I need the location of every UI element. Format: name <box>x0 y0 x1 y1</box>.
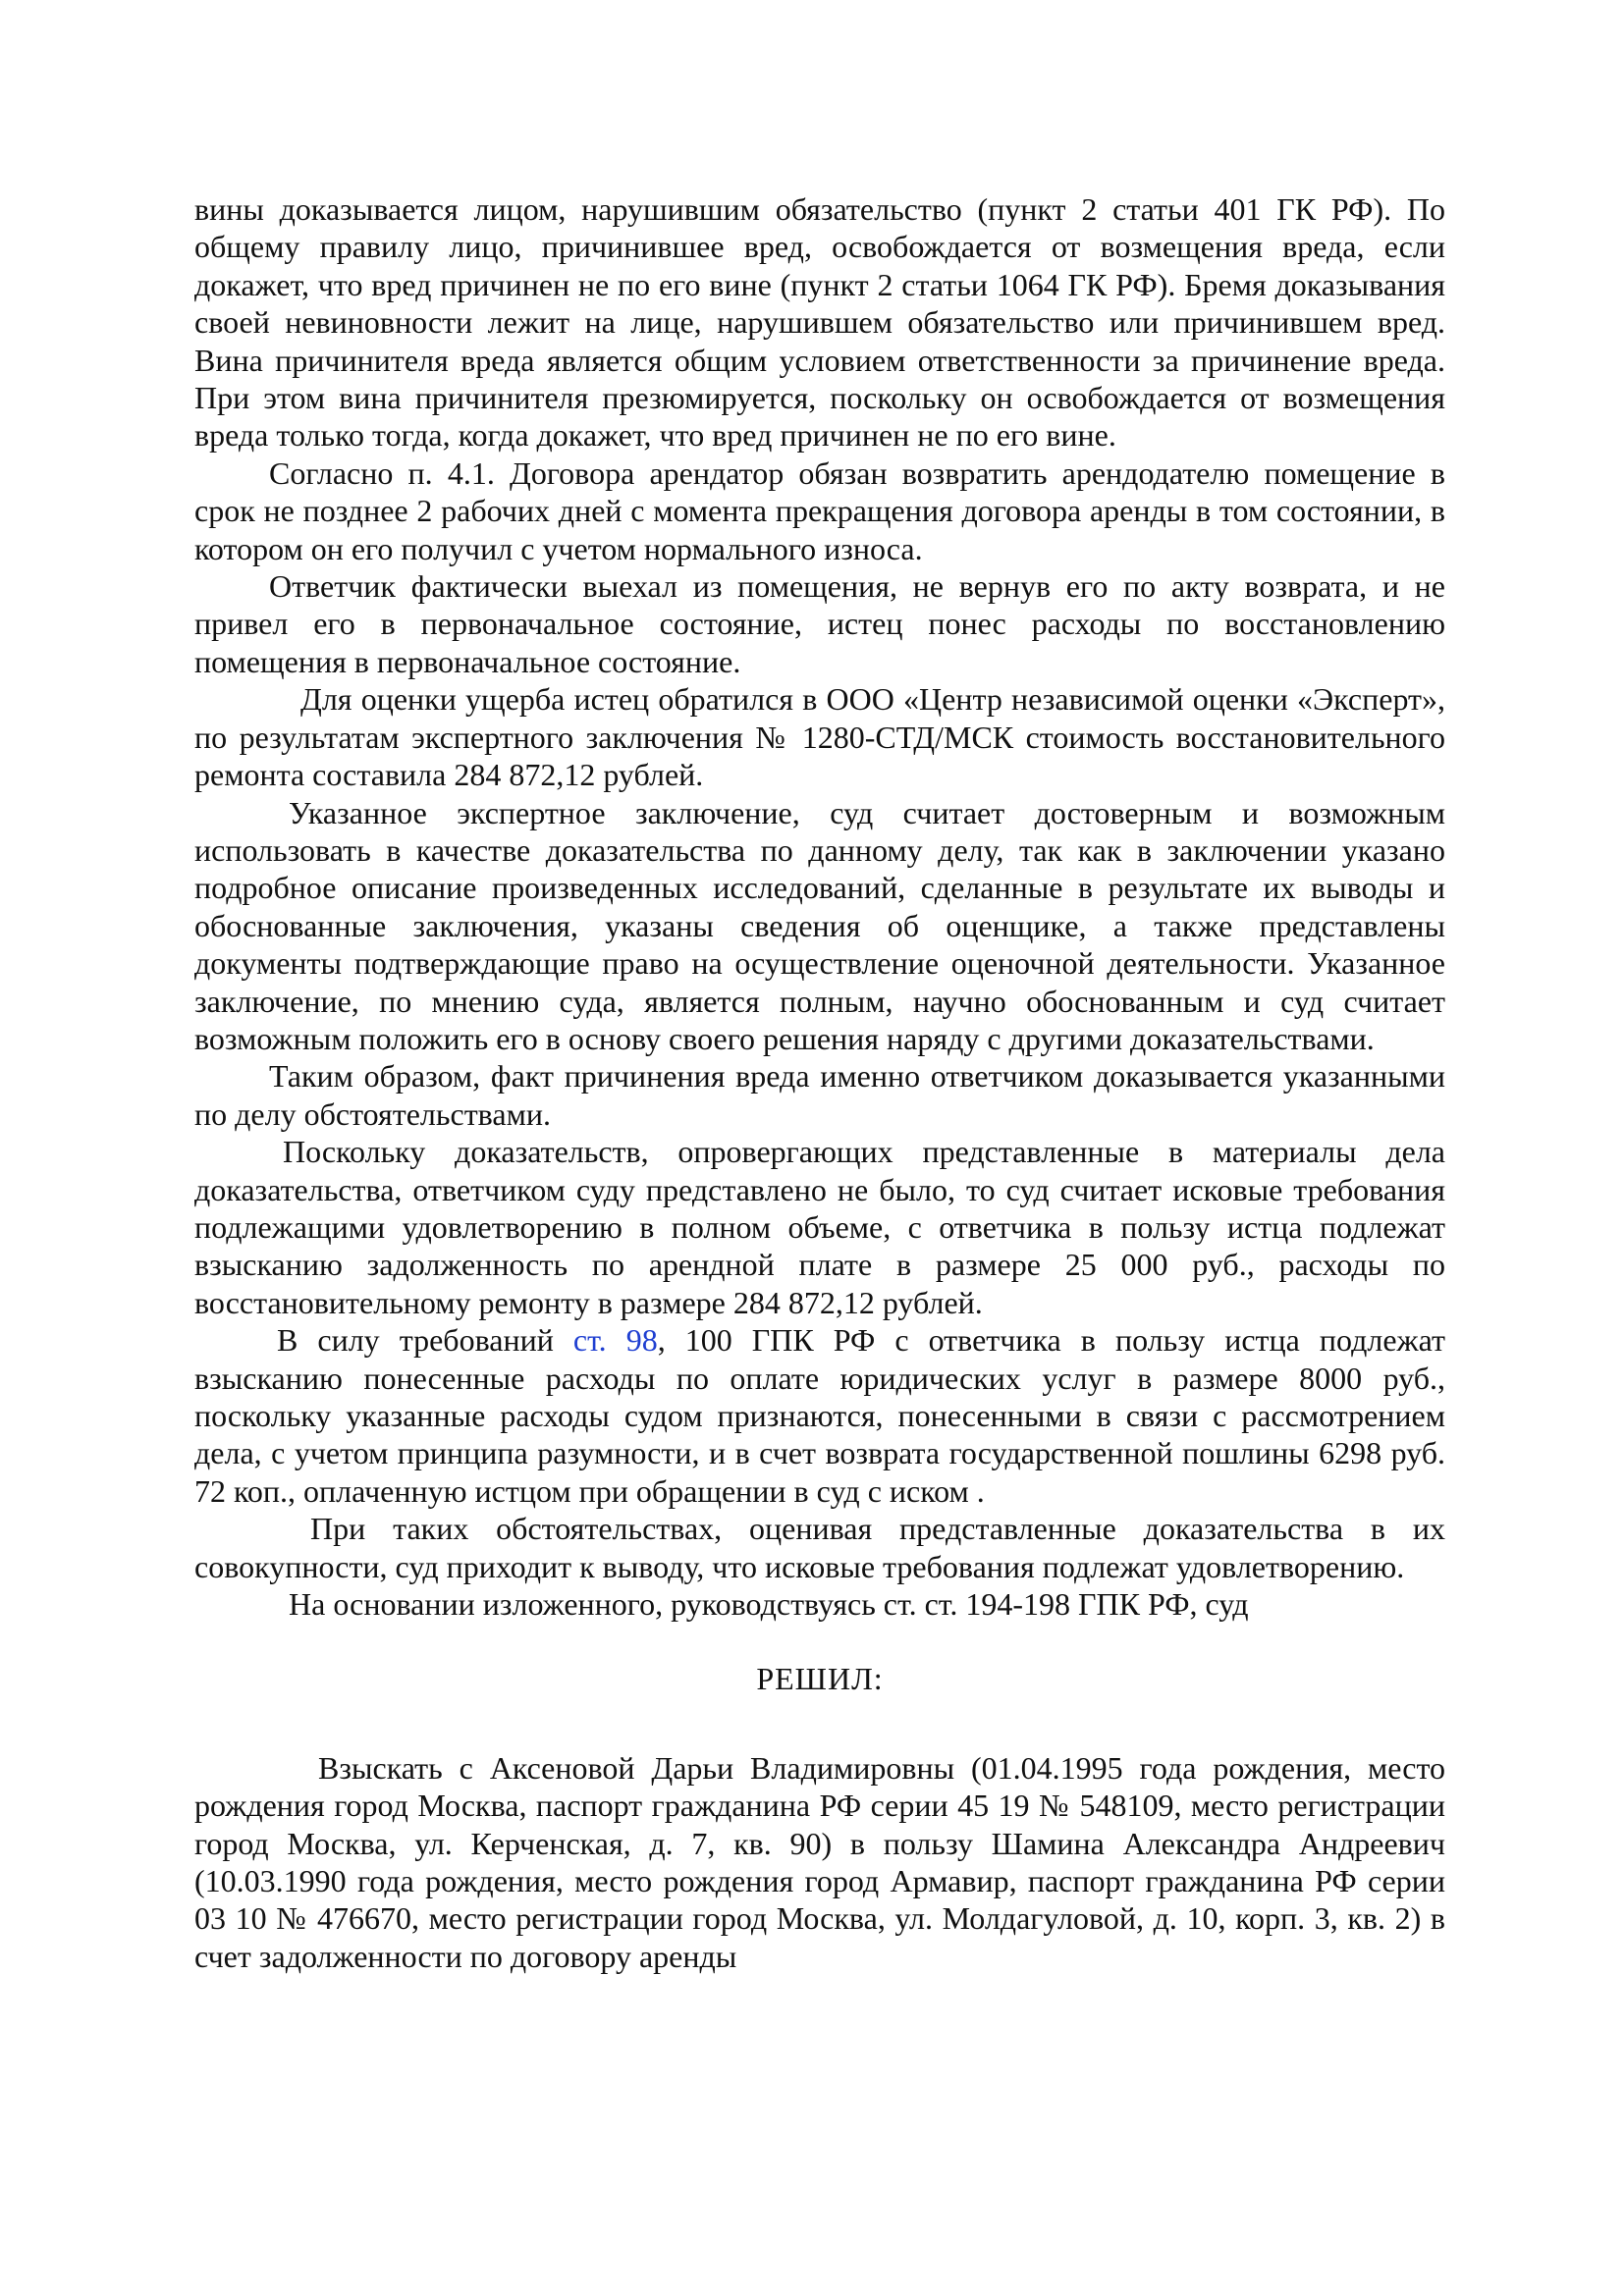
legal-costs-text-after: , 100 ГПК РФ с ответчика в пользу истца подлежат взысканию понесенные расходы по оплате юридических услуг в размере 8000 руб., поскольку указанные расходы судом признаются, понесенными в связи с рассмотрением дела, с учетом принципа разумности, и в счет возврата государственной пошлины 6298 руб. 72 коп., оплаченную истцом при обращении в суд с иском . <box>194 1322 1446 1509</box>
decision-heading: РЕШИЛ: <box>756 1661 884 1697</box>
paragraph-recover-from-defendant: Взыскать с Аксеновой Дарьи Владимировны (01.04.1995 года рождения, место рождения город Москва, паспорт гражданина РФ серии 45 19 № 548109, место регистрации город Москва, ул. Керченская, д. 7, кв. 90) в пользу Шамина Александра Андреевич (10.03.1990 года рождения, место рождения город Армавир, паспорт гражданина РФ серии 03 10 № 476670, место регистрации город Москва, ул. Молдагуловой, д. 10, корп. 3, кв. 2) в счет задолженности по договору аренды <box>194 1749 1445 1974</box>
article-98-link[interactable]: ст. 98 <box>572 1322 658 1359</box>
paragraph-damage-assessment: Для оценки ущерба истец обратился в ООО «Центр независимой оценки «Эксперт», по результатам экспертного заключения № 1280-СТД/МСК стоимость восстановительного ремонта составила 284 872,12 рублей. <box>194 681 1445 793</box>
paragraph-legal-basis: На основании изложенного, руководствуясь ст. ст. 194-198 ГПК РФ, суд <box>289 1586 1249 1623</box>
paragraph-burden-of-proof: вины доказывается лицом, нарушившим обязательство (пункт 2 статьи 401 ГК РФ). По общему правилу лицо, причинившее вред, освобождается от возмещения вреда, если докажет, что вред причинен не по его вине (пункт 2 статьи 1064 ГК РФ). Бремя доказывания своей невиновности лежит на лице, нарушившем обязательство или причинившем вред. Вина причинителя вреда является общим условием ответственности за причинение вреда. При этом вина причинителя презюмируется, поскольку он освобождается от возмещения вреда только тогда, когда докажет, что вред причинен не по его вине. <box>194 191 1445 454</box>
paragraph-contract-clause: Согласно п. 4.1. Договора арендатор обязан возвратить арендодателю помещение в срок не позднее 2 рабочих дней с момента прекращения договора аренды в том состоянии, в котором он его получил с учетом нормального износа. <box>194 454 1445 566</box>
paragraph-conclusion: При таких обстоятельствах, оценивая представленные доказательства в их совокупности, суд приходит к выводу, что исковые требования подлежат удовлетворению. <box>194 1511 1445 1584</box>
paragraph-expert-conclusion: Указанное экспертное заключение, суд считает достоверным и возможным использовать в качестве доказательства по данному делу, так как в заключении указано подробное описание произведенных исследований, сделанные в результате их выводы и обоснованные заключения, указаны сведения об оценщике, а также представлены документы подтверждающие право на осуществление оценочной деятельности. Указанное заключение, по мнению суда, является полным, научно обоснованным и суд считает возможным положить его в основу своего решения наряду с другими доказательствами. <box>194 794 1445 1056</box>
paragraph-legal-costs <box>194 1321 1445 1510</box>
paragraph-claims-satisfied: Поскольку доказательств, опровергающих представленные в материалы дела доказательства, ответчиком суду представлено не было, то суд считает исковые требования подлежащими удовлетворению в полном объеме, с ответчика в пользу истца подлежат взысканию задолженность по арендной плате в размере 25 000 руб., расходы по восстановительному ремонту в размере 284 872,12 рублей. <box>194 1134 1445 1320</box>
document-body <box>194 190 1445 1975</box>
paragraph-fact-of-harm: Таким образом, факт причинения вреда именно ответчиком доказывается указанными по делу обстоятельствами. <box>194 1058 1445 1132</box>
legal-costs-text-before: В силу требований <box>277 1322 573 1359</box>
paragraph-defendant-moved-out: Ответчик фактически выехал из помещения, не вернув его по акту возврата, и не привел его в первоначальное состояние, истец понес расходы по восстановлению помещения в первоначальное состояние. <box>194 568 1445 679</box>
